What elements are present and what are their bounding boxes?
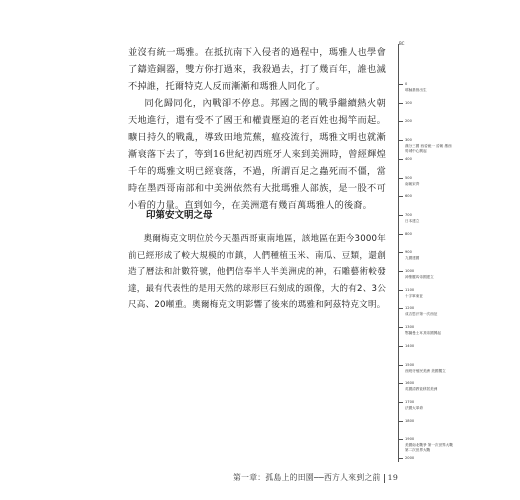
paragraph: 並沒有統一瑪雅。在抵抗南下入侵者的過程中，瑪雅人也學會了鑄造銅器，雙方你打過來，我殺過去，打了幾百年，誰也滅不掉誰，托爾特克人反而漸漸和瑪雅人同化了。 [128, 47, 386, 92]
timeline-tick [398, 402, 403, 403]
timeline-top-label: BC [399, 41, 405, 46]
timeline-tick [398, 271, 403, 272]
timeline-year: 200 [405, 119, 412, 124]
timeline-tick [398, 159, 403, 160]
timeline-tick [398, 308, 403, 309]
timeline-event: 美國南北戰爭 第一次世界大戰 第二次世界大戰 [405, 443, 453, 452]
timeline-tick [398, 196, 403, 197]
footer-divider [384, 474, 385, 483]
timeline-year: 500 [405, 175, 412, 180]
timeline-event: 神聖羅馬帝國建立 [405, 275, 434, 279]
timeline-year: 700 [405, 212, 412, 217]
timeline-event: 法國大革命 [405, 405, 423, 410]
section-body [128, 231, 386, 314]
timeline-event: 日本建立 [405, 218, 420, 223]
timeline-tick [398, 346, 403, 347]
timeline-event: 漢分三國 西晉統一 晉朝 墨西哥城中心興起 [405, 144, 452, 153]
timeline-tick [398, 458, 403, 459]
timeline-year: 400 [405, 156, 412, 161]
timeline-tick [398, 234, 403, 235]
timeline-year: 1600 [405, 381, 415, 386]
timeline-event: 鄂圖曼土耳其帝國興起 [405, 331, 441, 336]
timeline-tick [398, 290, 403, 291]
timeline-year: 1700 [405, 399, 415, 404]
timeline-tick [398, 178, 403, 179]
timeline [398, 41, 458, 464]
timeline-tick [398, 215, 403, 216]
paragraph: 奧爾梅克文明位於今天墨西哥東南地區，該地區在距今3000年前已經形成了較大規模的市鎮，人們種植玉米、南瓜、豆類，還創造了曆法和計數符號，他們信奉半人半美洲虎的神，石雕藝術較發達，最有代表性的是用天然的球形巨石刻成的頭像，大的有2、3公尺高、20噸重。奧爾梅克文明影響了後來的瑪雅和阿茲特克文明。 [128, 234, 386, 310]
timeline-tick [398, 140, 403, 141]
timeline-year: 1800 [405, 418, 415, 423]
timeline-year: 800 [405, 231, 412, 236]
timeline-year: 600 [405, 194, 412, 199]
timeline-year: 0 [405, 82, 408, 86]
timeline-year: 1200 [405, 306, 415, 311]
timeline-year: 100 [405, 100, 412, 105]
timeline-year: 900 [405, 250, 412, 255]
timeline-year: 1400 [405, 343, 415, 348]
timeline-tick [398, 252, 403, 253]
timeline-tick [398, 365, 403, 366]
page-number: 19 [387, 473, 399, 482]
timeline-tick [398, 439, 403, 440]
chapter-title: 第一章：孤島上的田園──西方人來到之前 [233, 473, 381, 482]
timeline-tick [398, 84, 403, 85]
timeline-event: 英國清教徒移居美洲 [405, 387, 438, 392]
timeline-year: 300 [405, 138, 412, 143]
body-text [128, 44, 386, 214]
timeline-event: 南朝宋齊 [405, 181, 420, 186]
timeline-year: 2000 [405, 456, 415, 460]
timeline-year: 1100 [405, 287, 415, 292]
page-footer [233, 472, 398, 483]
timeline-year: 1300 [405, 325, 415, 330]
timeline-year: 1000 [405, 269, 415, 273]
timeline-tick [398, 421, 403, 422]
timeline-year: 1900 [405, 437, 415, 442]
timeline-event: 成吉思汗第一次西征 [405, 312, 438, 317]
timeline-tick [398, 327, 403, 328]
timeline-year: 1500 [405, 362, 415, 367]
timeline-event: 九國建國 [405, 256, 420, 261]
paragraph: 同化歸同化，內戰卻不停息。邦國之間的戰爭繼續熱火朝天地進行，還有受不了國王和權貴壓迫的老百姓也揭竿而起。曠日持久的戰亂，導致田地荒蕪，瘟疫流行，瑪雅文明也就漸漸衰落下去了，等到16世紀初西班牙人來到美洲時，曾經輝煌千年的瑪雅文明已經衰落，不過，所謂百足之蟲死而不僵，當時在墨西哥南部和中美洲依然有大批瑪雅人部族，是一股不可小看的力量。直到如今，在美洲還有幾百萬瑪雅人的後裔。 [128, 98, 386, 211]
timeline-event: 西班牙殖民美洲 美國獨立 [405, 368, 446, 373]
timeline-event: 十字軍東征 [405, 293, 423, 298]
timeline-event: 耶穌基督出生 [405, 88, 427, 92]
section-heading: 印第安文明之母 [146, 210, 213, 221]
timeline-tick [398, 383, 403, 384]
timeline-tick [398, 121, 403, 122]
timeline-tick [398, 103, 403, 104]
